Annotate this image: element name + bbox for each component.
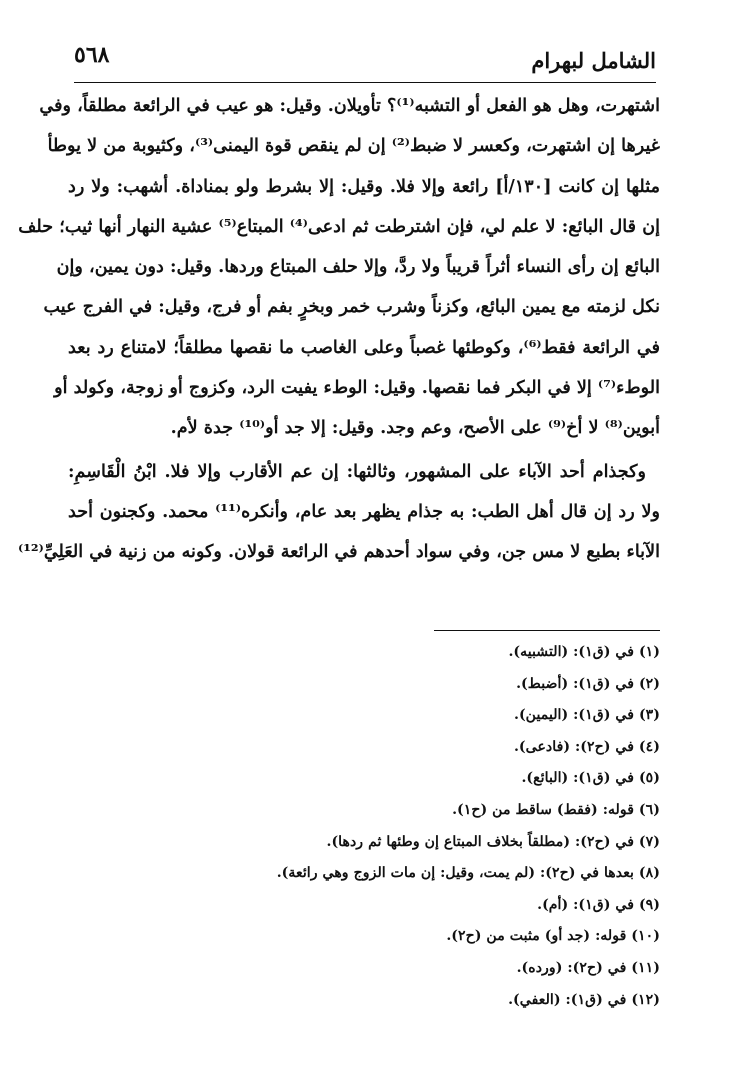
footnote: (٥) في (ق١): (البائع).: [521, 770, 660, 787]
text-line: الوطء⁽⁷⁾ إلا في البكر فما نقصها. وقيل: الوطء يفيت الرد، وكزوج أو زوجة، وكولد أو: [54, 377, 660, 399]
footnote: (٨) بعدها في (ح٢): (لم يمت، وقيل: إن مات الزوج وهي رائعة).: [276, 865, 660, 882]
footnote: (٩) في (ق١): (أم).: [537, 896, 660, 913]
text-line: إن قال البائع: لا علم لي، فإن اشترطت ثم ادعى⁽⁴⁾ المبتاع⁽⁵⁾ عشية النهار أنها ثيب؛ حلف: [18, 215, 660, 237]
page-header: [74, 38, 656, 83]
footnote: (١١) في (ح٢): (ورده).: [516, 959, 660, 976]
footnote: (١٠) قوله: (جد أو) مثبت من (ح٢).: [446, 928, 660, 945]
text-line: مثلها إن كانت [١٣٠/أ] رائعة وإلا فلا. وقيل: إلا بشرط ولو بمناداة. أشهب: ولا رد: [68, 175, 660, 197]
footnote: (٣) في (ق١): (اليمين).: [514, 707, 660, 724]
text-line: غيرها إن اشتهرت، وكعسر لا ضبط⁽²⁾ إن لم ينقص قوة اليمنى⁽³⁾، وكثيوبة من لا يوطأ: [47, 135, 660, 157]
footnote: (٢) في (ق١): (أضبط).: [516, 675, 660, 692]
text-line: اشتهرت، وهل هو الفعل أو التشبه⁽¹⁾؟ تأويلان. وقيل: هو عيب في الرائعة مطلقاً، وفي: [39, 95, 660, 116]
footnotes-list: [100, 637, 660, 1016]
text-line: الآباء بطبع لا مس جن، وفي سواد أحدهم في الرائعة قولان. وكونه من زنية في العَلِيِّ⁽¹²⁾: [17, 541, 660, 563]
footnote: (٦) قوله: (فقط) ساقط من (ح١).: [452, 801, 660, 818]
running-title: الشامل لبهرام: [531, 48, 656, 73]
footnote: (٧) في (ح٢): (مطلقاً بخلاف المبتاع إن وطئها ثم ردها).: [326, 833, 660, 850]
text-line: البائع إن رأى النساء أثراً قريباً ولا ردَّ، وإلا حلف المبتاع وردها. وقيل: دون يمين، وإن: [56, 256, 660, 278]
footnote-divider: [434, 630, 660, 631]
text-line: نكل لزمته مع يمين البائع، وكزناً وشرب خمر وبخرٍ بفم أو فرج، وقيل: في الفرج عيب: [43, 296, 660, 318]
text-line: ولا رد إن قال أهل الطب: به جذام يظهر بعد عام، وأنكره⁽¹¹⁾ محمد. وكجنون أحد: [68, 500, 660, 522]
footnote: (٤) في (ح٢): (فادعى).: [513, 738, 660, 755]
footnote: (١) في (ق١): (التشبيه).: [508, 644, 660, 660]
text-line: وكجذام أحد الآباء على المشهور، وثالثها: إن عم الأقارب وإلا فلا. ابْنُ الْقَاسِمِ:: [68, 460, 646, 482]
page-number: ٥٦٨: [74, 42, 110, 68]
footnote: (١٢) في (ق١): (العفي).: [508, 991, 660, 1008]
text-line: أبوين⁽⁸⁾ لا أخ⁽⁹⁾ على الأصح، وعم وجد. وقيل: إلا جد أو⁽¹⁰⁾ جدة لأم.: [170, 417, 660, 439]
text-line: في الرائعة فقط⁽⁶⁾، وكوطئها غصباً وعلى الغاصب ما نقصها مطلقاً؛ لامتناع رد بعد: [68, 336, 660, 358]
main-text: [17, 86, 660, 573]
